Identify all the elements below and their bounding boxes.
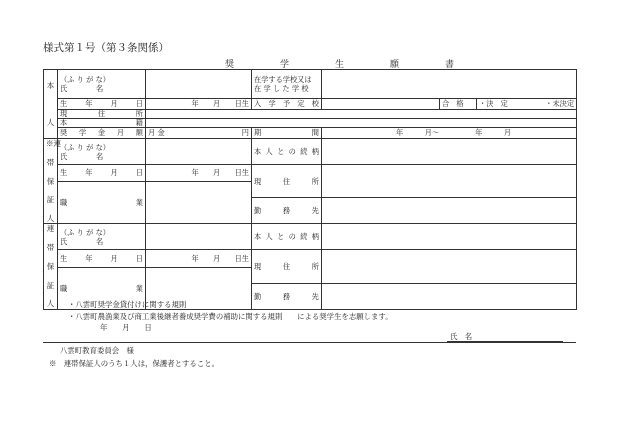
- guarantor2-name-label: （ふ り が な） 氏 名: [58, 224, 146, 250]
- guarantor1-workplace-field[interactable]: [322, 198, 577, 224]
- applicant-name-label: （ふ り が な） 氏 名: [58, 70, 146, 99]
- guarantor1-group-label: ※連 帯 保 証 人: [44, 139, 58, 224]
- addressee: 八雲町教育委員会 様: [60, 346, 134, 355]
- guarantor1-address-label: 現 住 所: [252, 165, 322, 198]
- amount-unit: 円: [241, 128, 249, 138]
- scholarship-row: [44, 128, 577, 139]
- guarantor2-name-row: [44, 224, 577, 250]
- regulation-line-1: ・八雲町奨学金貸付けに関する規則: [68, 300, 187, 309]
- guarantor2-birthdate-row: [44, 250, 577, 267]
- applicant-address-label: 現 住 所: [58, 110, 146, 119]
- guarantor1-name-field[interactable]: [146, 139, 252, 165]
- applicant-name-field[interactable]: [146, 70, 252, 99]
- guarantor2-birthdate-field[interactable]: 年 月 日生: [146, 250, 252, 267]
- period-field[interactable]: 年 月〜 年 月: [322, 128, 577, 139]
- guarantor1-relationship-field[interactable]: [322, 139, 577, 165]
- guarantor2-relationship-field[interactable]: [322, 224, 577, 250]
- guarantor1-address-field[interactable]: [322, 165, 577, 198]
- guarantor1-birthdate-field[interactable]: 年 月 日生: [146, 165, 252, 182]
- planned-school-label: 入 学 予 定 校: [252, 99, 322, 110]
- application-form-table: [43, 69, 577, 310]
- planned-school-field[interactable]: [322, 99, 440, 110]
- applicant-group-label: 本 人: [44, 70, 58, 139]
- guarantor2-birthdate-label: 生 年 月 日: [58, 250, 146, 267]
- guarantor1-birthdate-label: 生 年 月 日: [58, 165, 146, 182]
- guarantor1-occupation-label: 職 業: [58, 182, 146, 224]
- guarantor1-occupation-field[interactable]: [146, 182, 252, 224]
- guarantor1-birthdate-row: [44, 165, 577, 182]
- guarantor2-name-field[interactable]: [146, 224, 252, 250]
- guarantor2-occupation-label: 職 業: [58, 267, 146, 309]
- signature-label: 氏 名: [450, 332, 473, 341]
- period-label: 期 間: [252, 128, 322, 139]
- guarantor2-group-label: 連 帯 保 証 人: [44, 224, 58, 309]
- footer-divider: [43, 342, 576, 343]
- applicant-name-row: [44, 70, 577, 99]
- school-field[interactable]: [322, 70, 577, 99]
- guarantor1-name-row: [44, 139, 577, 165]
- applicant-family-label: 本 籍: [58, 119, 146, 128]
- applicant-birthdate-field[interactable]: 年 月 日生: [146, 99, 252, 110]
- form-title: 奨学生願書: [225, 60, 501, 70]
- amount-field[interactable]: [146, 128, 252, 139]
- school-label: 在学する学校又は 在 学 し た 学 校: [252, 70, 322, 99]
- amount-label: 奨 学 金 月 額: [58, 128, 146, 139]
- guarantor1-relationship-label: 本人との続柄: [252, 139, 322, 165]
- applicant-address-row: [44, 110, 577, 119]
- application-date-line[interactable]: 年 月 日: [100, 323, 152, 332]
- applicant-birthdate-row: [44, 99, 577, 110]
- guarantor-note: ※ 連帯保証人のうち１人は，保護者とすること。: [49, 359, 219, 368]
- status-label: 合 格: [440, 99, 477, 110]
- regulation-line-2: ・八雲町農漁業及び商工業後継者養成奨学費の補助に関する規則 による奨学生を志願します。: [68, 312, 393, 321]
- status-options[interactable]: [477, 99, 577, 110]
- form-number: 様式第１号（第３条関係）: [43, 42, 169, 54]
- amount-prefix: 月 金: [148, 128, 165, 138]
- guarantor2-workplace-label: 勤 務 先: [252, 283, 322, 309]
- guarantor2-address-field[interactable]: [322, 250, 577, 283]
- applicant-family-field[interactable]: [146, 119, 577, 128]
- applicant-birthdate-label: 生 年 月 日: [58, 99, 146, 110]
- guarantor2-workplace-field[interactable]: [322, 283, 577, 309]
- guarantor2-relationship-label: 本人との続柄: [252, 224, 322, 250]
- guarantor2-address-label: 現 住 所: [252, 250, 322, 283]
- guarantor1-name-label: （ふ り が な） 氏 名: [58, 139, 146, 165]
- applicant-address-field[interactable]: [146, 110, 577, 119]
- guarantor1-workplace-label: 勤 務 先: [252, 198, 322, 224]
- status-decided-option[interactable]: ・決 定: [479, 99, 508, 109]
- applicant-family-row: [44, 119, 577, 128]
- status-undecided-option[interactable]: ・未決定: [545, 99, 575, 109]
